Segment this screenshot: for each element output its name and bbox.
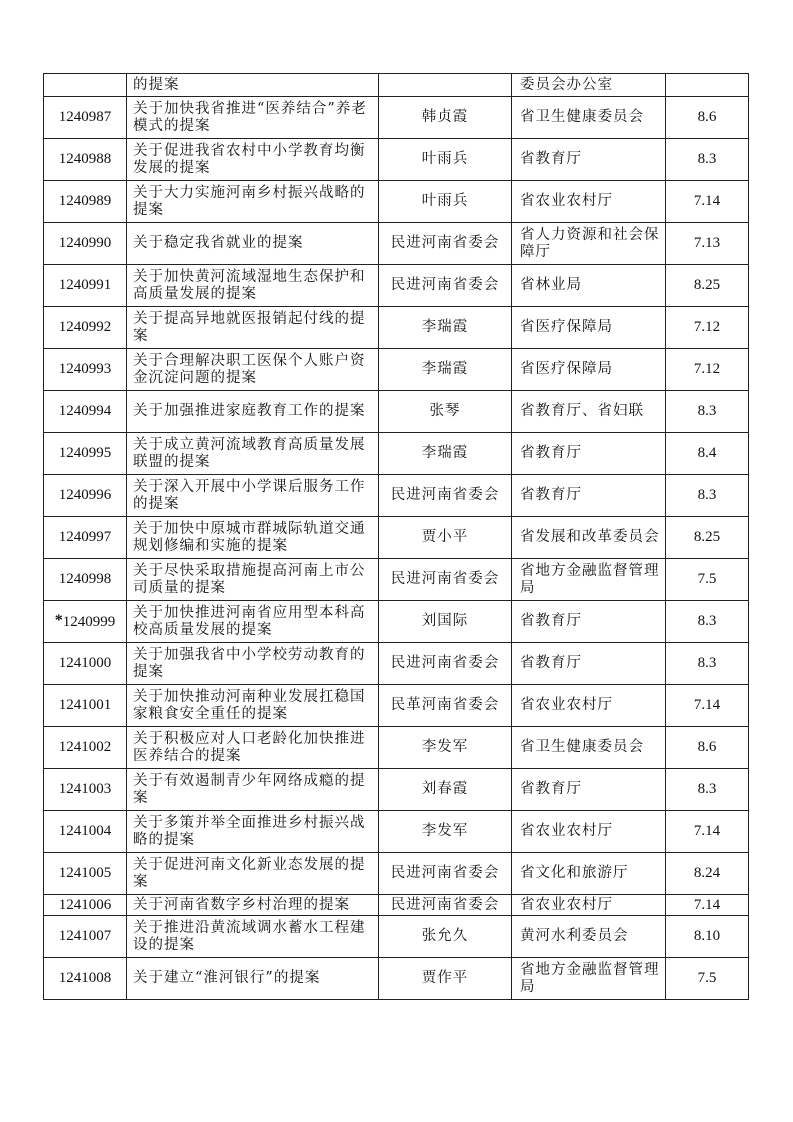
deadline-date-cell bbox=[666, 139, 749, 181]
deadline-date-cell bbox=[666, 265, 749, 307]
handling-department-cell bbox=[512, 391, 666, 433]
proposal-number: 1240994 bbox=[58, 403, 112, 419]
proposal-title-cell bbox=[127, 811, 379, 853]
proposer-name-cell bbox=[379, 769, 512, 811]
proposal-table-body bbox=[44, 74, 749, 1000]
proposal-number-cell bbox=[44, 74, 127, 97]
proposal-title-cell bbox=[127, 958, 379, 1000]
proposer-name-cell bbox=[379, 517, 512, 559]
proposal-number: 1241001 bbox=[58, 697, 112, 713]
proposer-name-cell bbox=[379, 74, 512, 97]
proposal-title: 关于尽快采取措施提高河南上市公司质量的提案 bbox=[133, 562, 366, 596]
table-row bbox=[44, 307, 749, 349]
proposer-name-cell bbox=[379, 916, 512, 958]
proposer-name: 贾小平 bbox=[421, 529, 469, 545]
proposal-number: 1240995 bbox=[58, 445, 112, 461]
handling-department: 省农业农村厅 bbox=[520, 697, 613, 713]
proposal-title-cell bbox=[127, 391, 379, 433]
handling-department: 省教育厅 bbox=[520, 445, 582, 461]
proposal-title: 关于促进我省农村中小学教育均衡发展的提案 bbox=[133, 142, 366, 176]
proposal-number-cell bbox=[44, 97, 127, 139]
deadline-date: 8.3 bbox=[697, 403, 717, 419]
proposal-title: 关于稳定我省就业的提案 bbox=[133, 235, 304, 251]
table-row bbox=[44, 685, 749, 727]
proposal-title-cell bbox=[127, 181, 379, 223]
proposal-number-cell bbox=[44, 559, 127, 601]
proposer-name: 民进河南省委会 bbox=[390, 277, 500, 293]
handling-department: 省农业农村厅 bbox=[520, 193, 613, 209]
handling-department-cell bbox=[512, 769, 666, 811]
handling-department-cell bbox=[512, 685, 666, 727]
deadline-date: 7.14 bbox=[693, 697, 721, 713]
handling-department-cell bbox=[512, 559, 666, 601]
proposer-name-cell bbox=[379, 307, 512, 349]
handling-department: 省教育厅 bbox=[520, 655, 582, 671]
proposal-number-cell bbox=[44, 349, 127, 391]
handling-department-cell bbox=[512, 853, 666, 895]
proposal-number-cell bbox=[44, 958, 127, 1000]
proposer-name: 民进河南省委会 bbox=[390, 655, 500, 671]
handling-department-cell bbox=[512, 181, 666, 223]
proposer-name: 韩贞霞 bbox=[421, 109, 469, 125]
handling-department: 省教育厅 bbox=[520, 613, 582, 629]
proposal-number-cell bbox=[44, 517, 127, 559]
handling-department: 省医疗保障局 bbox=[520, 319, 613, 335]
deadline-date: 8.24 bbox=[693, 865, 721, 881]
proposer-name: 民进河南省委会 bbox=[390, 896, 500, 913]
deadline-date: 8.4 bbox=[697, 445, 717, 461]
handling-department-cell bbox=[512, 601, 666, 643]
handling-department: 省卫生健康委员会 bbox=[520, 109, 644, 125]
proposer-name: 李瑞霞 bbox=[421, 445, 469, 461]
table-row bbox=[44, 643, 749, 685]
proposal-number-cell bbox=[44, 895, 127, 916]
proposer-name: 民进河南省委会 bbox=[390, 865, 500, 881]
table-row bbox=[44, 97, 749, 139]
proposal-title: 的提案 bbox=[133, 76, 180, 93]
proposer-name: 叶雨兵 bbox=[421, 151, 469, 167]
proposal-title-cell bbox=[127, 916, 379, 958]
proposal-title-cell bbox=[127, 895, 379, 916]
handling-department-cell bbox=[512, 895, 666, 916]
deadline-date-cell bbox=[666, 958, 749, 1000]
deadline-date-cell bbox=[666, 769, 749, 811]
handling-department-cell bbox=[512, 97, 666, 139]
proposer-name: 张允久 bbox=[421, 928, 469, 944]
proposer-name: 刘国际 bbox=[421, 613, 469, 629]
deadline-date: 8.6 bbox=[697, 109, 717, 125]
table-row bbox=[44, 223, 749, 265]
proposal-number: 1240998 bbox=[58, 571, 112, 587]
handling-department-cell bbox=[512, 517, 666, 559]
proposal-number-cell bbox=[44, 391, 127, 433]
proposal-title: 关于加强我省中小学校劳动教育的提案 bbox=[133, 646, 366, 680]
deadline-date-cell bbox=[666, 853, 749, 895]
proposal-number: 1241000 bbox=[58, 655, 112, 671]
table-row bbox=[44, 139, 749, 181]
deadline-date: 7.5 bbox=[697, 571, 717, 587]
deadline-date: 8.6 bbox=[697, 739, 717, 755]
deadline-date-cell bbox=[666, 895, 749, 916]
handling-department-cell bbox=[512, 223, 666, 265]
proposal-number: 1241004 bbox=[58, 823, 112, 839]
table-row bbox=[44, 811, 749, 853]
deadline-date-cell bbox=[666, 223, 749, 265]
proposer-name-cell bbox=[379, 685, 512, 727]
proposal-number: 1240987 bbox=[58, 109, 112, 125]
proposal-number-cell bbox=[44, 811, 127, 853]
proposer-name-cell bbox=[379, 559, 512, 601]
proposer-name: 民进河南省委会 bbox=[390, 487, 500, 503]
handling-department: 黄河水利委员会 bbox=[520, 928, 629, 944]
handling-department: 省发展和改革委员会 bbox=[520, 529, 660, 545]
proposer-name: 民进河南省委会 bbox=[390, 571, 500, 587]
proposal-number-cell bbox=[44, 139, 127, 181]
proposer-name: 李发军 bbox=[421, 823, 469, 839]
table-row bbox=[44, 181, 749, 223]
deadline-date-cell bbox=[666, 727, 749, 769]
proposal-number: 1240993 bbox=[58, 361, 112, 377]
deadline-date-cell bbox=[666, 97, 749, 139]
handling-department: 省教育厅 bbox=[520, 151, 582, 167]
deadline-date: 8.3 bbox=[697, 151, 717, 167]
table-row bbox=[44, 349, 749, 391]
deadline-date: 8.25 bbox=[693, 529, 721, 545]
handling-department-cell bbox=[512, 349, 666, 391]
table-row bbox=[44, 433, 749, 475]
proposal-number-cell bbox=[44, 265, 127, 307]
proposal-number-cell bbox=[44, 853, 127, 895]
handling-department: 省教育厅 bbox=[520, 781, 582, 797]
deadline-date-cell bbox=[666, 601, 749, 643]
proposal-title: 关于加快推动河南种业发展扛稳国家粮食安全重任的提案 bbox=[133, 688, 366, 722]
proposal-title: 关于加快中原城市群城际轨道交通规划修编和实施的提案 bbox=[133, 520, 366, 554]
proposal-number: 1240989 bbox=[58, 193, 112, 209]
deadline-date-cell bbox=[666, 559, 749, 601]
proposal-number: 1240991 bbox=[58, 277, 112, 293]
handling-department: 省卫生健康委员会 bbox=[520, 739, 644, 755]
star-marker: * bbox=[54, 612, 63, 629]
proposal-title: 关于积极应对人口老龄化加快推进医养结合的提案 bbox=[133, 730, 366, 764]
table-row bbox=[44, 853, 749, 895]
proposal-title-cell bbox=[127, 307, 379, 349]
proposal-title: 关于多策并举全面推进乡村振兴战略的提案 bbox=[133, 814, 366, 848]
deadline-date-cell bbox=[666, 811, 749, 853]
handling-department-cell bbox=[512, 811, 666, 853]
proposer-name-cell bbox=[379, 475, 512, 517]
handling-department: 省医疗保障局 bbox=[520, 361, 613, 377]
proposal-title-cell bbox=[127, 769, 379, 811]
proposer-name-cell bbox=[379, 265, 512, 307]
proposer-name-cell bbox=[379, 811, 512, 853]
proposal-title-cell bbox=[127, 685, 379, 727]
proposer-name: 贾作平 bbox=[421, 970, 469, 986]
proposal-title-cell bbox=[127, 559, 379, 601]
proposal-number-cell bbox=[44, 307, 127, 349]
proposal-title-cell bbox=[127, 349, 379, 391]
proposal-title: 关于推进沿黄流域调水蓄水工程建设的提案 bbox=[133, 919, 366, 953]
deadline-date-cell bbox=[666, 181, 749, 223]
proposal-title-cell bbox=[127, 727, 379, 769]
proposal-number: 1241007 bbox=[58, 928, 112, 944]
proposal-number-cell bbox=[44, 769, 127, 811]
proposal-number-cell bbox=[44, 475, 127, 517]
handling-department-cell bbox=[512, 916, 666, 958]
handling-department-cell bbox=[512, 643, 666, 685]
proposal-title-cell bbox=[127, 433, 379, 475]
proposer-name: 李发军 bbox=[421, 739, 469, 755]
proposer-name-cell bbox=[379, 727, 512, 769]
proposal-title-cell bbox=[127, 223, 379, 265]
table-row bbox=[44, 475, 749, 517]
proposer-name: 刘春霞 bbox=[421, 781, 469, 797]
proposal-number-cell bbox=[44, 181, 127, 223]
deadline-date: 8.3 bbox=[697, 781, 717, 797]
proposal-number-cell bbox=[44, 916, 127, 958]
proposer-name: 叶雨兵 bbox=[421, 193, 469, 209]
proposer-name-cell bbox=[379, 391, 512, 433]
proposal-number: 1241002 bbox=[58, 739, 112, 755]
deadline-date-cell bbox=[666, 307, 749, 349]
proposal-number: 1240988 bbox=[58, 151, 112, 167]
proposal-title-cell bbox=[127, 475, 379, 517]
deadline-date: 7.13 bbox=[693, 235, 721, 251]
deadline-date: 7.14 bbox=[693, 193, 721, 209]
table-row bbox=[44, 74, 749, 97]
proposal-title: 关于提高异地就医报销起付线的提案 bbox=[133, 310, 366, 344]
deadline-date-cell bbox=[666, 391, 749, 433]
proposer-name: 李瑞霞 bbox=[421, 319, 469, 335]
proposer-name-cell bbox=[379, 181, 512, 223]
table-row bbox=[44, 895, 749, 916]
proposer-name-cell bbox=[379, 853, 512, 895]
handling-department-cell bbox=[512, 307, 666, 349]
handling-department: 省教育厅、省妇联 bbox=[520, 403, 644, 419]
deadline-date: 8.3 bbox=[697, 613, 717, 629]
table-row bbox=[44, 265, 749, 307]
deadline-date: 8.10 bbox=[693, 928, 721, 944]
deadline-date: 7.14 bbox=[693, 823, 721, 839]
deadline-date: 7.5 bbox=[697, 970, 717, 986]
proposal-title: 关于成立黄河流域教育高质量发展联盟的提案 bbox=[133, 436, 366, 470]
proposal-title: 关于加快黄河流域湿地生态保护和高质量发展的提案 bbox=[133, 268, 366, 302]
deadline-date: 8.3 bbox=[697, 487, 717, 503]
proposal-title-cell bbox=[127, 601, 379, 643]
proposal-number: 1241008 bbox=[58, 970, 112, 986]
handling-department-cell bbox=[512, 475, 666, 517]
table-row bbox=[44, 559, 749, 601]
proposer-name-cell bbox=[379, 433, 512, 475]
proposal-title: 关于建立“淮河银行”的提案 bbox=[133, 970, 321, 986]
handling-department: 省人力资源和社会保障厅 bbox=[520, 226, 660, 260]
handling-department-cell bbox=[512, 265, 666, 307]
deadline-date-cell bbox=[666, 916, 749, 958]
deadline-date-cell bbox=[666, 685, 749, 727]
proposal-number-cell bbox=[44, 643, 127, 685]
table-row bbox=[44, 958, 749, 1000]
proposer-name: 民革河南省委会 bbox=[390, 697, 500, 713]
proposal-title: 关于大力实施河南乡村振兴战略的提案 bbox=[133, 184, 366, 218]
handling-department: 省文化和旅游厅 bbox=[520, 865, 629, 881]
proposal-title-cell bbox=[127, 265, 379, 307]
deadline-date-cell bbox=[666, 517, 749, 559]
table-row bbox=[44, 727, 749, 769]
proposal-number-cell bbox=[44, 433, 127, 475]
proposal-number: 1240992 bbox=[58, 319, 112, 335]
proposal-title-cell bbox=[127, 517, 379, 559]
proposer-name: 民进河南省委会 bbox=[390, 235, 500, 251]
proposal-title-cell bbox=[127, 643, 379, 685]
proposer-name-cell bbox=[379, 895, 512, 916]
handling-department-cell bbox=[512, 958, 666, 1000]
proposal-number: 1241005 bbox=[58, 865, 112, 881]
proposer-name: 李瑞霞 bbox=[421, 361, 469, 377]
proposal-title-cell bbox=[127, 139, 379, 181]
handling-department: 省农业农村厅 bbox=[520, 823, 613, 839]
deadline-date: 8.25 bbox=[693, 277, 721, 293]
proposer-name-cell bbox=[379, 97, 512, 139]
table-row bbox=[44, 517, 749, 559]
table-row bbox=[44, 601, 749, 643]
proposer-name-cell bbox=[379, 223, 512, 265]
proposal-title: 关于加快推进河南省应用型本科高校高质量发展的提案 bbox=[133, 604, 366, 638]
handling-department: 省农业农村厅 bbox=[520, 896, 613, 913]
proposal-title: 关于加强推进家庭教育工作的提案 bbox=[133, 403, 366, 419]
proposer-name-cell bbox=[379, 349, 512, 391]
proposal-number: 1240996 bbox=[58, 487, 112, 503]
proposal-number-cell bbox=[44, 727, 127, 769]
proposal-title: 关于合理解决职工医保个人账户资金沉淀问题的提案 bbox=[133, 352, 366, 386]
handling-department-cell bbox=[512, 139, 666, 181]
deadline-date: 7.12 bbox=[693, 361, 721, 377]
proposal-title: 关于河南省数字乡村治理的提案 bbox=[133, 896, 350, 913]
proposal-title-cell bbox=[127, 97, 379, 139]
deadline-date: 7.12 bbox=[693, 319, 721, 335]
proposal-number: 1240999 bbox=[62, 614, 116, 630]
table-row bbox=[44, 769, 749, 811]
proposer-name-cell bbox=[379, 643, 512, 685]
proposal-title: 关于深入开展中小学课后服务工作的提案 bbox=[133, 478, 366, 512]
handling-department: 省林业局 bbox=[520, 277, 582, 293]
handling-department-cell bbox=[512, 727, 666, 769]
table-row bbox=[44, 391, 749, 433]
proposer-name-cell bbox=[379, 139, 512, 181]
proposer-name-cell bbox=[379, 601, 512, 643]
proposal-title-cell bbox=[127, 74, 379, 97]
deadline-date-cell bbox=[666, 349, 749, 391]
proposal-title: 关于加快我省推进“医养结合”养老模式的提案 bbox=[133, 100, 367, 134]
proposal-number: 1240990 bbox=[58, 235, 112, 251]
proposer-name: 张琴 bbox=[429, 403, 461, 419]
handling-department: 委员会办公室 bbox=[520, 76, 613, 93]
deadline-date: 7.14 bbox=[693, 896, 721, 913]
proposal-number-cell bbox=[44, 601, 127, 643]
handling-department: 省教育厅 bbox=[520, 487, 582, 503]
proposal-number: 1240997 bbox=[58, 529, 112, 545]
handling-department: 省地方金融监督管理局 bbox=[520, 961, 660, 995]
proposal-number-cell bbox=[44, 223, 127, 265]
proposal-number: 1241003 bbox=[58, 781, 112, 797]
handling-department-cell bbox=[512, 433, 666, 475]
deadline-date-cell bbox=[666, 433, 749, 475]
proposal-title: 关于有效遏制青少年网络成瘾的提案 bbox=[133, 772, 366, 806]
proposal-title: 关于促进河南文化新业态发展的提案 bbox=[133, 856, 366, 890]
table-row bbox=[44, 916, 749, 958]
handling-department-cell bbox=[512, 74, 666, 97]
proposal-table bbox=[43, 73, 749, 1000]
proposer-name-cell bbox=[379, 958, 512, 1000]
proposal-title-cell bbox=[127, 853, 379, 895]
proposal-number: 1241006 bbox=[58, 896, 112, 913]
deadline-date-cell bbox=[666, 74, 749, 97]
deadline-date-cell bbox=[666, 475, 749, 517]
handling-department: 省地方金融监督管理局 bbox=[520, 562, 660, 596]
deadline-date: 8.3 bbox=[697, 655, 717, 671]
proposal-number-cell bbox=[44, 685, 127, 727]
deadline-date-cell bbox=[666, 643, 749, 685]
